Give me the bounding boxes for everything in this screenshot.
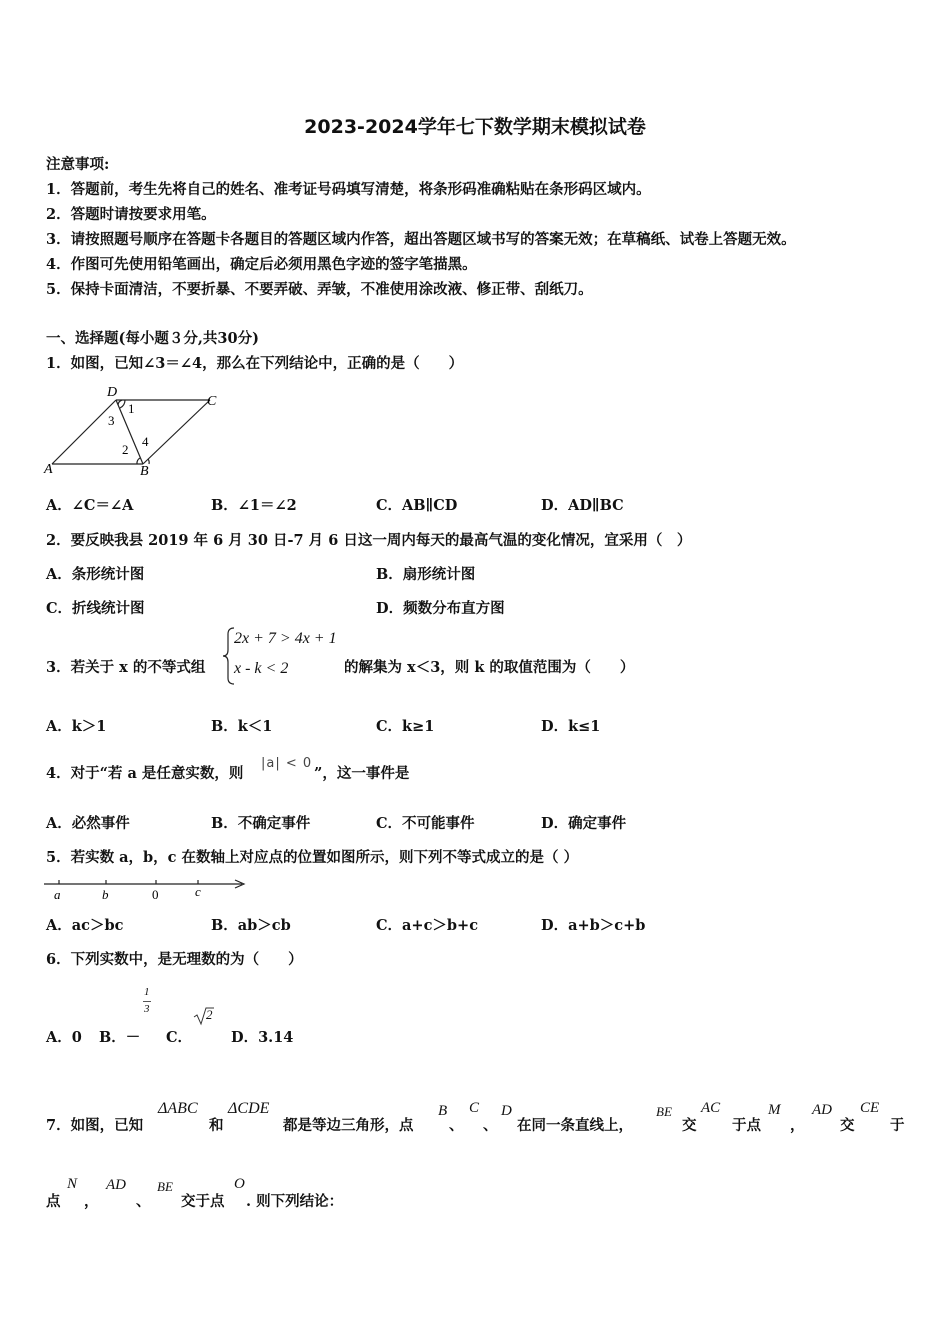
label-a: A [44, 462, 53, 477]
q4-option-c: C．不可能事件 [376, 815, 475, 832]
label-d: D [107, 385, 118, 400]
q4-expression: |a| < 0 [261, 756, 313, 771]
q4-option-d: D．确定事件 [541, 815, 627, 832]
q2-option-a: A．条形统计图 [46, 566, 145, 583]
q6-stem: 6．下列实数中，是无理数的为（ ） [46, 951, 303, 968]
q7-text-3: 在同一条直线上， [517, 1117, 633, 1134]
q6-option-d: D．3.14 [231, 1029, 294, 1046]
q7-comma: ， [84, 1193, 99, 1210]
q7-sep: 、 [449, 1117, 464, 1134]
q7-point-n: N [67, 1176, 78, 1192]
segment-ad [52, 400, 116, 464]
note-item: 3．请按照题号顺序在答题卡各题目的答题区域内作答，超出答题区域书写的答案无效；在草稿纸、试卷上答题无效。 [46, 231, 796, 248]
q7-triangle-cde: ΔCDE [228, 1100, 270, 1117]
label-b: B [140, 464, 149, 479]
q6-option-c: C． [166, 1029, 193, 1046]
q7-point-m: M [768, 1102, 781, 1118]
q3-option-a: A．k＞1 [46, 718, 107, 735]
q7-text-jiao: 交 [840, 1117, 855, 1134]
q7-segment-be: BE [157, 1179, 173, 1194]
q7-comma: ， [790, 1117, 805, 1134]
q6-fraction-bar [143, 1001, 151, 1002]
page-title: 2023-2024学年七下数学期末模拟试卷 [304, 116, 646, 138]
q7-segment-ac: AC [701, 1100, 721, 1116]
q7-point-o: O [234, 1176, 245, 1192]
q5-option-c: C．a+c＞b+c [376, 917, 479, 934]
q5-stem: 5．若实数 a，b，c 在数轴上对应点的位置如图所示，则下列不等式成立的是（ ） [46, 849, 579, 866]
q6-fraction-denominator: 3 [144, 1003, 150, 1015]
label-c: C [207, 394, 217, 409]
q7-point-d: D [501, 1103, 512, 1119]
q7-text-dian: 点 [46, 1193, 61, 1210]
q3-stem-after: 的解集为 x＜3，则 k 的取值范围为（ ） [344, 659, 635, 676]
q5-number-line [42, 874, 252, 904]
q7-text-yu: 于 [890, 1117, 905, 1134]
label-angle-4: 4 [142, 434, 149, 449]
note-item: 5．保持卡面清洁，不要折暴、不要弄破、弄皱，不准使用涂改液、修正带、刮纸刀。 [46, 281, 593, 298]
q7-triangle-abc: ΔABC [158, 1100, 198, 1117]
q1-option-b: B．∠1＝∠2 [211, 497, 297, 514]
q7-text-jiaoyudian: 交于点 [181, 1193, 225, 1210]
q4-option-a: A．必然事件 [46, 815, 130, 832]
section-heading: 一、选择题(每小题３分,共30分) [46, 330, 259, 347]
q3-stem-before: 3．若关于 x 的不等式组 [46, 659, 206, 676]
q6-option-a: A．0 [46, 1029, 82, 1046]
q6-fraction-numerator: 1 [144, 986, 150, 998]
q1-stem: 1．如图，已知∠3＝∠4，那么在下列结论中，正确的是（ ） [46, 355, 464, 372]
q7-segment-ce: CE [860, 1100, 880, 1116]
q3-inequality-1: 2x + 7 > 4x + 1 [234, 630, 337, 647]
q5-option-d: D．a+b＞c+b [541, 917, 646, 934]
q7-text-1: 7．如图，已知 [46, 1117, 144, 1134]
q7-text-and: 和 [209, 1117, 224, 1134]
q4-stem-after: ”，这一事件是 [314, 765, 410, 782]
q3-option-d: D．k≤1 [541, 718, 601, 735]
q1-option-a: A．∠C＝∠A [46, 497, 134, 514]
q7-sep: 、 [136, 1193, 151, 1210]
q3-option-c: C．k≥1 [376, 718, 435, 735]
label-angle-1: 1 [128, 401, 135, 416]
note-item: 1．答题前，考生先将自己的姓名、准考证号码填写清楚，将条形码准确粘贴在条形码区域内。 [46, 181, 651, 198]
label-angle-2: 2 [122, 442, 129, 457]
q7-text-jiao: 交 [682, 1117, 697, 1134]
q2-option-b: B．扇形统计图 [376, 566, 476, 583]
q7-point-c: C [469, 1100, 480, 1116]
q6-sqrt-radicand: 2 [206, 1007, 213, 1022]
q7-sep: 、 [483, 1117, 498, 1134]
q4-option-b: B．不确定事件 [211, 815, 311, 832]
angle-arc-3 [118, 400, 122, 405]
note-item: 4．作图可先使用铅笔画出，确定后必须用黑色字迹的签字笔描黑。 [46, 256, 477, 273]
q7-point-b: B [438, 1103, 448, 1119]
q7-segment-be: BE [656, 1104, 672, 1119]
q5-option-a: A．ac＞bc [46, 917, 124, 934]
q7-text-yudian: 于点 [732, 1117, 761, 1134]
q6-option-b: B．－ [99, 1029, 141, 1046]
axis-label-a: a [54, 887, 61, 902]
q7-text-2: 都是等边三角形，点 [283, 1117, 414, 1134]
axis-label-b: b [102, 887, 109, 902]
q1-parallelogram-figure [40, 380, 230, 480]
q2-option-d: D．频数分布直方图 [376, 600, 505, 617]
axis-label-0: 0 [152, 887, 159, 902]
notes-heading: 注意事项: [46, 156, 110, 173]
axis-label-c: c [195, 884, 201, 899]
q1-option-d: D．AD∥BC [541, 497, 624, 514]
q7-text-end: . 则下列结论： [246, 1193, 344, 1210]
q7-segment-ad: AD [106, 1177, 126, 1193]
q5-option-b: B．ab＞cb [211, 917, 291, 934]
note-item: 2．答题时请按要求用笔。 [46, 206, 216, 223]
q4-stem-before: 4．对于“若 a 是任意实数，则 [46, 765, 244, 782]
label-angle-3: 3 [108, 413, 115, 428]
q1-option-c: C．AB∥CD [376, 497, 458, 514]
q3-inequality-2: x - k < 2 [234, 660, 289, 677]
q2-stem: 2．要反映我县 2019 年 6 月 30 日-7 月 6 日这一周内每天的最高气温的变化情况，宜采用（ ） [46, 532, 692, 549]
segment-bc [143, 400, 210, 464]
q7-segment-ad: AD [812, 1102, 832, 1118]
q2-option-c: C．折线统计图 [46, 600, 145, 617]
q3-option-b: B．k＜1 [211, 718, 273, 735]
